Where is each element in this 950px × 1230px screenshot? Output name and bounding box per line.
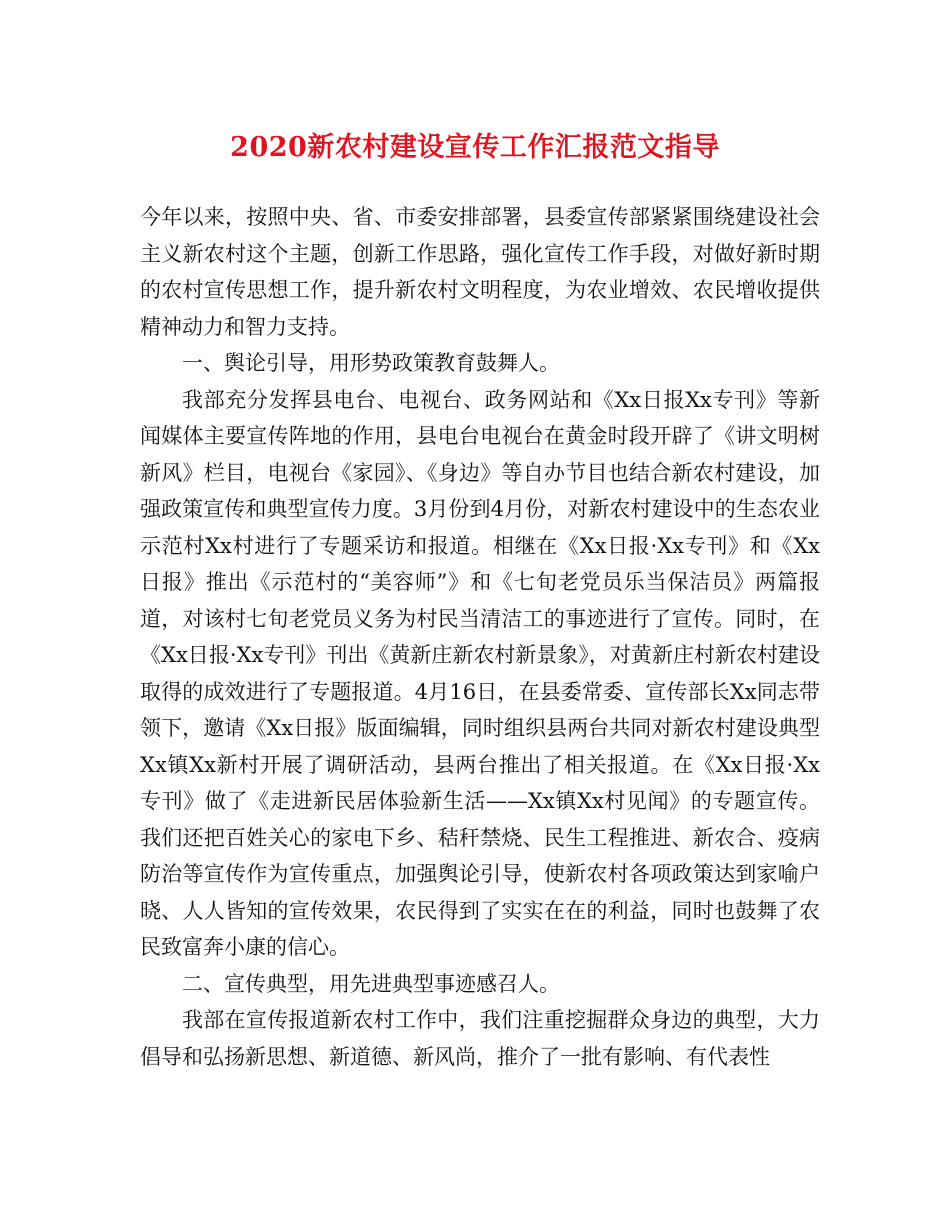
document-title: 2020新农村建设宣传工作汇报范文指导 — [230, 132, 720, 163]
section-heading-2: 二、宣传典型，用先进典型事迹感召人。 — [182, 971, 560, 996]
document-body — [140, 199, 820, 1075]
paragraph-section-2: 我部在宣传报道新农村工作中，我们注重挖掘群众身边的典型，大力倡导和弘扬新思想、新道德、新风尚，推介了一批有影响、有代表性 — [140, 1008, 820, 1069]
paragraph-intro: 今年以来，按照中央、省、市委安排部署，县委宣传部紧紧围绕建设社会主义新农村这个主题，创新工作思路，强化宣传工作手段，对做好新时期的农村宣传思想工作，提升新农村文明程度，为农业增效、农民增收提供精神动力和智力支持。 — [140, 205, 820, 339]
section-heading-1: 一、舆论引导，用形势政策教育鼓舞人。 — [182, 351, 560, 375]
paragraph-section-1: 我部充分发挥县电台、电视台、政务网站和《Xx日报Xx专刊》等新闻媒体主要宣传阵地的作用，县电台电视台在黄金时段开辟了《讲文明树新风》栏目，电视台《家园》、《身边》等自办节目也结合新农村建设，加强政策宣传和典型宣传力度。3月份到4月份，对新农村建设中的生态农业示范村Xx村进行了专题采访和报道。相继在《Xx日报·Xx专刊》和《Xx日报》推出《示范村的“美容师”》和《七旬老党员乐当保洁员》两篇报道，对该村七旬老党员义务为村民当清洁工的事迹进行了宣传。同时，在《Xx日报·Xx专刊》刊出《黄新庄新农村新景象》，对黄新庄村新农村建设取得的成效进行了专题报道。4月16日，在县委常委、宣传部长Xx同志带领下，邀请《Xx日报》版面编辑，同时组织县两台共同对新农村建设典型Xx镇Xx新村开展了调研活动，县两台推出了相关报道。在《Xx日报·Xx专刊》做了《走进新民居体验新生活——Xx镇Xx村见闻》的专题宣传。我们还把百姓关心的家电下乡、秸秆禁烧、民生工程推进、新农合、疫病防治等宣传作为宣传重点，加强舆论引导，使新农村各项政策达到家喻户晓、人人皆知的宣传效果，农民得到了实实在在的利益，同时也鼓舞了农民致富奔小康的信心。 — [140, 387, 820, 959]
